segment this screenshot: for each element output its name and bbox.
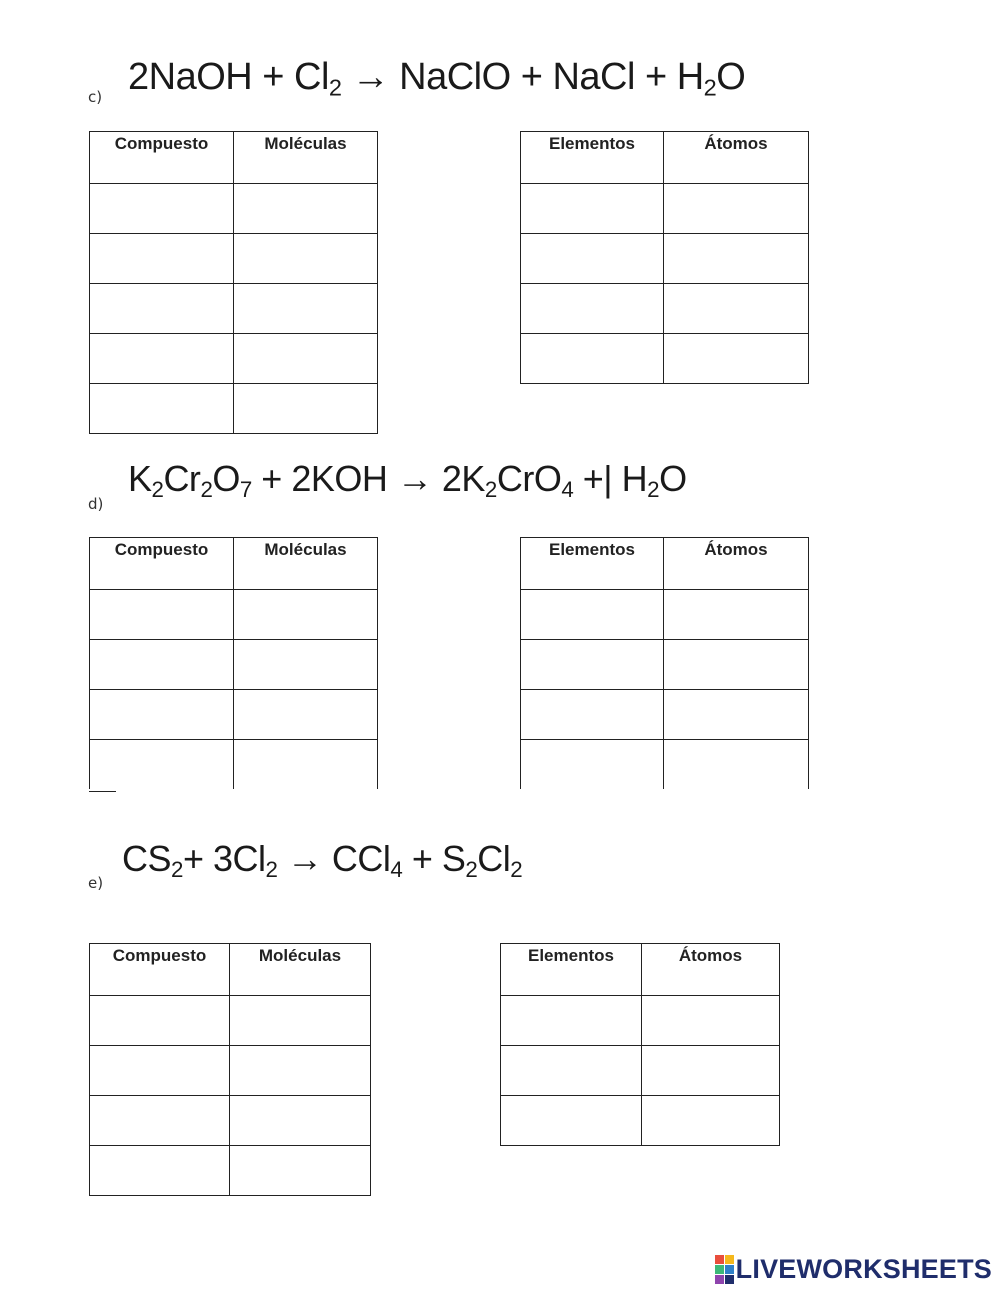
- answer-cell[interactable]: [664, 184, 809, 234]
- subscript: 2: [484, 477, 497, 503]
- subscript: 2: [647, 477, 660, 503]
- answer-cell[interactable]: [642, 1046, 780, 1096]
- answer-cell[interactable]: [664, 590, 809, 640]
- logo-block: [715, 1275, 724, 1284]
- column-header-atomos: Átomos: [642, 944, 780, 996]
- table-row: [521, 234, 809, 284]
- column-header-elementos: Elementos: [521, 538, 664, 590]
- table-row: [521, 334, 809, 384]
- subscript: 2: [510, 857, 523, 883]
- answer-cell[interactable]: [90, 590, 234, 640]
- subscript: 2: [703, 74, 717, 101]
- table-row: [90, 334, 378, 384]
- answer-cell[interactable]: [90, 1096, 230, 1146]
- logo-block: [725, 1255, 734, 1264]
- table-bottom-stub: [89, 791, 116, 792]
- answer-cell[interactable]: [521, 284, 664, 334]
- compounds-table-e: [89, 943, 371, 1196]
- table-row: [521, 590, 809, 640]
- equation-text: K: [128, 458, 152, 499]
- answer-cell[interactable]: [230, 1096, 371, 1146]
- column-header-moleculas: Moléculas: [234, 538, 378, 590]
- answer-cell[interactable]: [234, 284, 378, 334]
- answer-cell[interactable]: [521, 334, 664, 384]
- chemical-equation-e: [122, 838, 523, 883]
- chemical-equation-d: [128, 458, 687, 503]
- answer-cell[interactable]: [501, 1096, 642, 1146]
- equation-text: +| H: [573, 458, 648, 499]
- answer-cell[interactable]: [234, 334, 378, 384]
- equation-text: → NaClO + NaCl + H: [341, 56, 704, 98]
- equation-text: + S: [402, 838, 466, 879]
- equation-text: O: [659, 458, 687, 499]
- subscript: 4: [390, 857, 403, 883]
- table-row: [90, 1146, 371, 1196]
- subscript: 2: [151, 477, 164, 503]
- table-row: [501, 1096, 780, 1146]
- answer-cell[interactable]: [642, 1096, 780, 1146]
- elements-table-d: [520, 537, 809, 789]
- table-row: [90, 996, 371, 1046]
- column-header-compuesto: Compuesto: [90, 944, 230, 996]
- compounds-table-d: [89, 537, 378, 789]
- answer-cell[interactable]: [90, 996, 230, 1046]
- answer-cell[interactable]: [664, 284, 809, 334]
- answer-cell[interactable]: [521, 184, 664, 234]
- table-row: [90, 284, 378, 334]
- answer-cell[interactable]: [664, 640, 809, 690]
- answer-cell[interactable]: [521, 690, 664, 740]
- exercise-label-c: c): [88, 88, 103, 106]
- answer-cell[interactable]: [230, 1046, 371, 1096]
- exercise-label-d: d): [88, 495, 104, 513]
- answer-cell[interactable]: [234, 690, 378, 740]
- equation-text: O: [716, 56, 746, 98]
- compounds-table-c: [89, 131, 378, 434]
- answer-cell[interactable]: [664, 690, 809, 740]
- table-row: [90, 590, 378, 640]
- equation-text: Cr: [163, 458, 201, 499]
- answer-cell[interactable]: [90, 284, 234, 334]
- column-header-compuesto: Compuesto: [90, 538, 234, 590]
- answer-cell[interactable]: [90, 1046, 230, 1096]
- answer-cell[interactable]: [234, 384, 378, 434]
- table-row: [90, 1046, 371, 1096]
- exercise-label-e: e): [88, 874, 104, 892]
- table-row: [90, 690, 378, 740]
- liveworksheets-logo: [715, 1254, 992, 1285]
- column-header-moleculas: Moléculas: [234, 132, 378, 184]
- subscript: 2: [465, 857, 478, 883]
- logo-block: [715, 1255, 724, 1264]
- table-row: [521, 640, 809, 690]
- answer-cell[interactable]: [234, 740, 378, 790]
- table-row: [90, 384, 378, 434]
- answer-cell[interactable]: [234, 184, 378, 234]
- answer-cell[interactable]: [234, 640, 378, 690]
- answer-cell[interactable]: [90, 334, 234, 384]
- equation-text: + 3Cl: [182, 838, 266, 879]
- subscript: 2: [171, 857, 183, 883]
- answer-cell[interactable]: [90, 690, 234, 740]
- answer-cell[interactable]: [230, 1146, 371, 1196]
- answer-cell[interactable]: [642, 996, 780, 1046]
- column-header-atomos: Átomos: [664, 132, 809, 184]
- elements-table-c: [520, 131, 809, 384]
- logo-block: [725, 1265, 734, 1274]
- chemical-equation-c: [128, 56, 745, 99]
- table-row: [521, 284, 809, 334]
- equation-text: O: [212, 458, 240, 499]
- table-row: [521, 740, 809, 790]
- column-header-elementos: Elementos: [521, 132, 664, 184]
- liveworksheets-logo-icon: [715, 1255, 734, 1284]
- answer-cell[interactable]: [521, 740, 664, 790]
- equation-text: CrO: [496, 458, 562, 499]
- column-header-moleculas: Moléculas: [230, 944, 371, 996]
- column-header-elementos: Elementos: [501, 944, 642, 996]
- answer-cell[interactable]: [90, 1146, 230, 1196]
- answer-cell[interactable]: [521, 640, 664, 690]
- subscript: 7: [239, 477, 252, 503]
- answer-cell[interactable]: [521, 234, 664, 284]
- column-header-compuesto: Compuesto: [90, 132, 234, 184]
- equation-text: + 2KOH → 2K: [251, 458, 485, 499]
- table-row: [501, 1046, 780, 1096]
- column-header-atomos: Átomos: [664, 538, 809, 590]
- equation-text: → CCl: [277, 838, 391, 879]
- logo-block: [715, 1265, 724, 1274]
- answer-cell[interactable]: [664, 334, 809, 384]
- answer-cell[interactable]: [234, 234, 378, 284]
- logo-block: [725, 1275, 734, 1284]
- subscript: 2: [265, 857, 278, 883]
- answer-cell[interactable]: [230, 996, 371, 1046]
- table-row: [90, 640, 378, 690]
- subscript: 4: [561, 477, 574, 503]
- answer-cell[interactable]: [90, 184, 234, 234]
- liveworksheets-wordmark: LIVEWORKSHEETS: [735, 1254, 992, 1284]
- elements-table-e: [500, 943, 780, 1146]
- answer-cell[interactable]: [501, 996, 642, 1046]
- subscript: 2: [328, 74, 342, 101]
- answer-cell[interactable]: [90, 640, 234, 690]
- equation-text: Cl: [477, 838, 511, 879]
- answer-cell[interactable]: [234, 590, 378, 640]
- answer-cell[interactable]: [521, 590, 664, 640]
- answer-cell[interactable]: [664, 234, 809, 284]
- answer-cell[interactable]: [90, 740, 234, 790]
- table-row: [90, 1096, 371, 1146]
- table-row: [90, 184, 378, 234]
- table-row: [90, 740, 378, 790]
- answer-cell[interactable]: [90, 234, 234, 284]
- answer-cell[interactable]: [90, 384, 234, 434]
- equation-text: 2NaOH + Cl: [128, 56, 329, 98]
- subscript: 2: [200, 477, 213, 503]
- answer-cell[interactable]: [501, 1046, 642, 1096]
- table-row: [521, 184, 809, 234]
- table-row: [501, 996, 780, 1046]
- table-row: [90, 234, 378, 284]
- answer-cell[interactable]: [664, 740, 809, 790]
- equation-text: CS: [122, 838, 172, 879]
- table-row: [521, 690, 809, 740]
